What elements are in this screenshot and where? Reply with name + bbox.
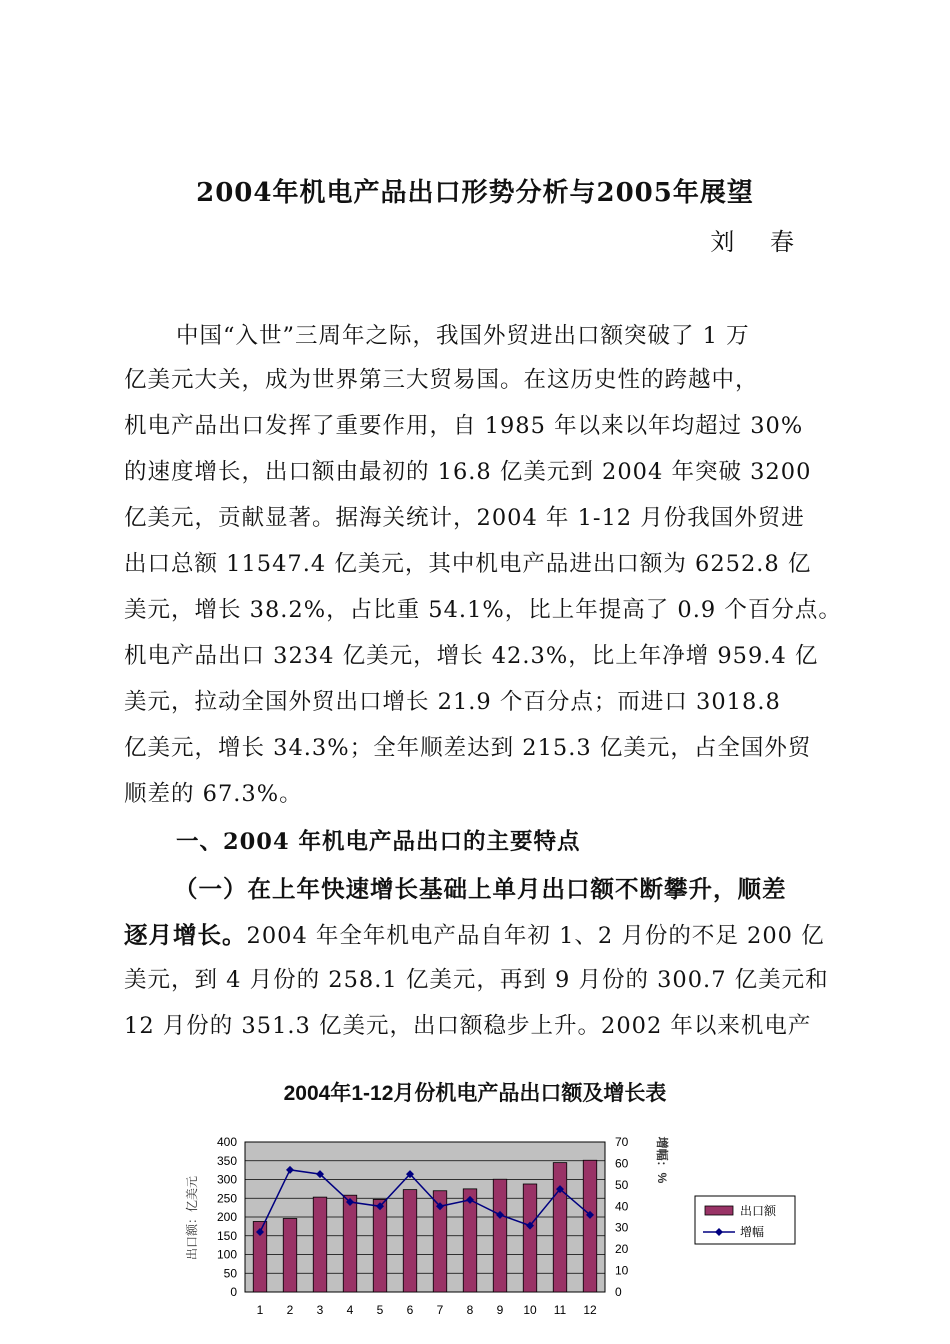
right-tick-label: 40 bbox=[615, 1199, 629, 1214]
paragraph-line: 机电产品出口发挥了重要作用，自 1985 年以来以年均超过 30% bbox=[124, 413, 804, 439]
x-axis-ticks bbox=[257, 1303, 597, 1317]
x-tick-label: 8 bbox=[466, 1303, 474, 1317]
right-tick-label: 20 bbox=[615, 1242, 629, 1257]
right-tick-label: 50 bbox=[615, 1177, 629, 1192]
left-tick-label: 50 bbox=[223, 1266, 237, 1281]
legend-line-label: 增幅 bbox=[740, 1225, 765, 1239]
right-tick-label: 60 bbox=[615, 1156, 629, 1171]
x-tick-label: 3 bbox=[316, 1303, 324, 1317]
legend bbox=[695, 1196, 795, 1244]
right-axis-label: 增幅：% bbox=[655, 1136, 669, 1184]
paragraph-line: 的速度增长，出口额由最初的 16.8 亿美元到 2004 年突破 3200 bbox=[124, 459, 812, 485]
paragraph-line: 亿美元大关，成为世界第三大贸易国。在这历史性的跨越中， bbox=[124, 367, 759, 393]
left-axis-ticks bbox=[217, 1135, 237, 1299]
bar bbox=[343, 1195, 357, 1292]
left-tick-label: 350 bbox=[216, 1153, 237, 1168]
subsection-heading-tail: 逐月增长。 bbox=[124, 921, 247, 949]
x-tick-label: 11 bbox=[553, 1303, 567, 1317]
x-tick-label: 4 bbox=[346, 1303, 354, 1317]
bar bbox=[373, 1199, 387, 1292]
right-tick-label: 70 bbox=[615, 1135, 629, 1149]
document-author: 刘 春 bbox=[710, 228, 808, 256]
bar bbox=[553, 1163, 567, 1292]
paragraph-line: 亿美元，贡献显著。据海关统计，2004 年 1-12 月份我国外贸进 bbox=[124, 505, 805, 531]
left-tick-label: 150 bbox=[216, 1228, 237, 1243]
x-tick-label: 9 bbox=[496, 1303, 504, 1317]
x-tick-label: 10 bbox=[523, 1303, 537, 1317]
left-tick-label: 300 bbox=[216, 1172, 237, 1187]
right-tick-label: 30 bbox=[615, 1220, 629, 1235]
x-tick-label: 2 bbox=[286, 1303, 294, 1317]
right-tick-label: 0 bbox=[615, 1285, 622, 1299]
right-tick-label: 10 bbox=[615, 1263, 629, 1278]
paragraph-line: 美元，到 4 月份的 258.1 亿美元，再到 9 月份的 300.7 亿美元和 bbox=[124, 967, 829, 993]
section-heading: 一、2004 年机电产品出口的主要特点 bbox=[176, 829, 581, 855]
paragraph-text: 2004 年全年机电产品自年初 1、2 月份的不足 200 亿 bbox=[246, 923, 825, 949]
export-chart bbox=[170, 1118, 810, 1328]
bar bbox=[583, 1160, 597, 1292]
bar bbox=[403, 1190, 417, 1292]
x-tick-label: 6 bbox=[406, 1303, 414, 1317]
paragraph-line: 出口总额 11547.4 亿美元，其中机电产品进出口额为 6252.8 亿 bbox=[124, 551, 812, 577]
bar bbox=[283, 1219, 297, 1293]
paragraph-line: 12 月份的 351.3 亿美元，出口额稳步上升。2002 年以来机电产 bbox=[124, 1013, 812, 1039]
paragraph-line: 美元，增长 38.2%，占比重 54.1%，比上年提高了 0.9 个百分点。 bbox=[124, 597, 842, 623]
x-tick-label: 12 bbox=[583, 1303, 597, 1317]
paragraph-line bbox=[124, 916, 825, 950]
paragraph-line: 机电产品出口 3234 亿美元，增长 42.3%，比上年净增 959.4 亿 bbox=[124, 643, 819, 669]
bar bbox=[463, 1189, 477, 1292]
paragraph-line: 亿美元，增长 34.3%；全年顺差达到 215.3 亿美元，占全国外贸 bbox=[124, 735, 812, 761]
legend-bar-swatch bbox=[705, 1206, 733, 1215]
bar bbox=[493, 1179, 507, 1292]
left-tick-label: 200 bbox=[216, 1210, 237, 1224]
bar bbox=[313, 1197, 327, 1292]
x-tick-label: 5 bbox=[376, 1303, 384, 1317]
document-title: 2004年机电产品出口形势分析与2005年展望 bbox=[196, 178, 754, 208]
right-axis-ticks bbox=[615, 1135, 629, 1299]
paragraph-line: 美元，拉动全国外贸出口增长 21.9 个百分点；而进口 3018.8 bbox=[124, 689, 781, 715]
left-axis-label: 出口额：亿美元 bbox=[185, 1175, 199, 1261]
paragraph-line: 中国“入世”三周年之际，我国外贸进出口额突破了 1 万 bbox=[176, 323, 750, 349]
x-tick-label: 7 bbox=[436, 1303, 444, 1317]
x-tick-label: 1 bbox=[256, 1303, 264, 1317]
left-tick-label: 0 bbox=[230, 1285, 237, 1299]
subsection-heading: （一）在上年快速增长基础上单月出口额不断攀升，顺差 bbox=[174, 875, 787, 903]
left-tick-label: 100 bbox=[216, 1247, 237, 1262]
legend-bar-label: 出口额 bbox=[740, 1204, 777, 1218]
paragraph-line: 顺差的 67.3%。 bbox=[124, 781, 303, 807]
left-tick-label: 250 bbox=[216, 1191, 237, 1206]
bar bbox=[523, 1184, 537, 1292]
chart-title: 2004年1-12月份机电产品出口额及增长表 bbox=[283, 1082, 667, 1105]
left-tick-label: 400 bbox=[216, 1135, 237, 1149]
